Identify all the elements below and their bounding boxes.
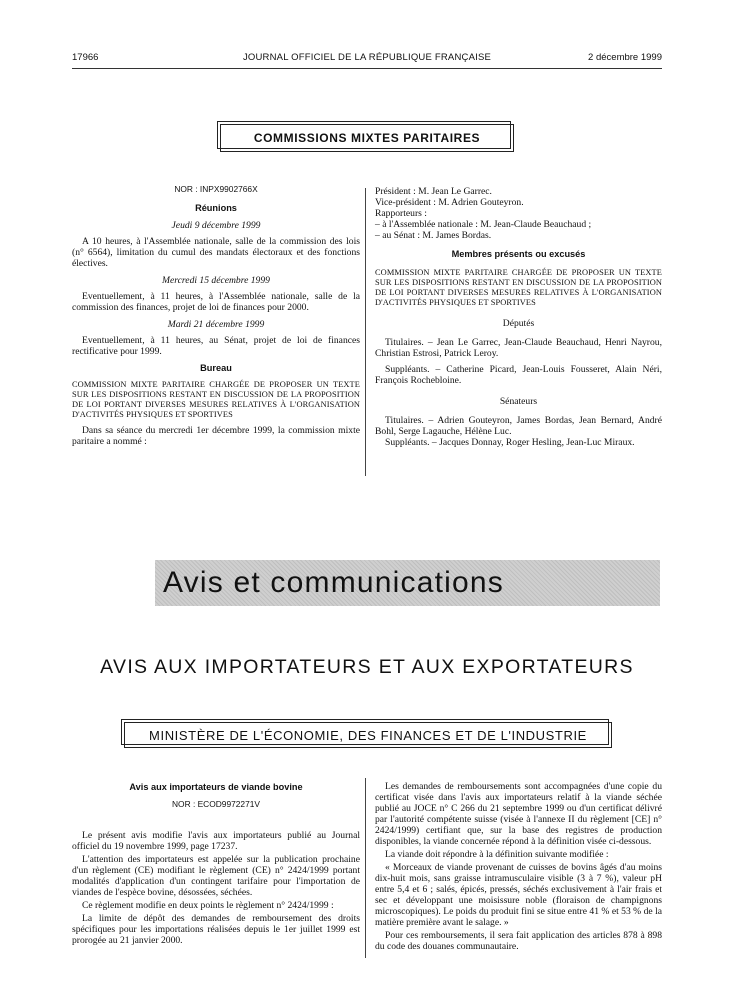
seance-text: Dans sa séance du mercredi 1er décembre 1999, la commission mixte paritaire a nommé : — [72, 425, 360, 447]
meeting-text-3: Eventuellement, à 11 heures, au Sénat, projet de loi de finances rectificative pour 1999. — [72, 335, 360, 357]
reunions-heading: Réunions — [195, 203, 237, 213]
president-line: Président : M. Jean Le Garrec. — [375, 186, 492, 197]
br-paragraph-4: Pour ces remboursements, il sera fait application des articles 878 à 898 du code des douanes communautaire. — [375, 930, 662, 952]
right-column — [375, 186, 662, 448]
bl-paragraph-2: L'attention des importateurs est appelée sur la publication prochaine d'un règlement (CE) modifiant le règlement (CE) n° 2424/1999 portant modalités d'application d'un contingent tarifaire pour l'importation de viandes de l'espèce bovine, désossées, séchées. — [72, 854, 360, 898]
meeting-date-3: Mardi 21 décembre 1999 — [167, 319, 265, 330]
nor-reference-2: NOR : ECOD9972271V — [172, 799, 260, 809]
header-rule — [72, 68, 662, 69]
bl-paragraph-1: Le présent avis modifie l'avis aux importateurs publié au Journal officiel du 19 novembre 1999, page 17237. — [72, 830, 360, 852]
column-divider-2 — [365, 778, 366, 958]
deputes-suppleants: Suppléants. – Catherine Picard, Jean-Louis Fousseret, Alain Néri, François Rochebloine. — [375, 364, 662, 386]
bottom-right-column — [375, 781, 662, 954]
commission-title-caps-right: COMMISSION MIXTE PARITAIRE CHARGÉE DE PROPOSER UN TEXTE SUR LES DISPOSITIONS RESTANT EN DISCUSSION DE LA PROPOSITION DE LOI PORTANT DIVERSES MESURES RELATIVES À L'ORGANISATION D'ACTIVITÉS PHYSIQUES ET SPORTIVES — [375, 268, 662, 307]
br-paragraph-3: « Morceaux de viande provenant de cuisses de bovins âgés d'au moins dix-huit mois, sans graisse intramusculaire visible (3 à 7 %), valeur pH entre 5,4 et 6 ; salés, épicés, pressés, séchés exclusivement à l'air frais et sec et développant une moisissure noble (floraison de champignons microscopiques). Le poids du produit fini se situe entre 41 % et 53 % de la matière première avant le salage. » — [375, 862, 662, 928]
senateurs-heading: Sénateurs — [499, 396, 538, 407]
issue-date: 2 décembre 1999 — [588, 52, 662, 63]
meeting-date-2: Mercredi 15 décembre 1999 — [162, 275, 270, 286]
page-number: 17966 — [72, 52, 99, 63]
commission-title-caps: COMMISSION MIXTE PARITAIRE CHARGÉE DE PROPOSER UN TEXTE SUR LES DISPOSITIONS RESTANT EN DISCUSSION DE LA PROPOSITION DE LOI PORTANT DIVERSES MESURES RELATIVES À L'ORGANISATION D'ACTIVITÉS PHYSIQUES ET SPORTIVES — [72, 380, 360, 419]
left-column — [72, 184, 360, 452]
ministry-heading: MINISTÈRE DE L'ÉCONOMIE, DES FINANCES ET DE L'INDUSTRIE — [149, 727, 587, 743]
rapporteur-senat: – au Sénat : M. James Bordas. — [375, 230, 492, 241]
rapporteurs-label: Rapporteurs : — [375, 208, 427, 219]
br-paragraph-1: Les demandes de remboursements sont accompagnées d'une copie du certificat visée dans l'avis aux importateurs relatif à la viande séchée publié au JOCE n° C 266 du 21 septembre 1999 ou d'un certificat délivré par l'autorité compétente suisse (visée à l'annexe II du règlement [CE] n° 2424/1999) certifiant que, sur la base des registres de production disponibles, la viande concernée répond à la définition visée ci-dessous. — [375, 781, 662, 847]
bureau-heading: Bureau — [200, 363, 232, 373]
meeting-date-1: Jeudi 9 décembre 1999 — [171, 220, 261, 231]
deputes-heading: Députés — [502, 318, 535, 329]
importers-heading: AVIS AUX IMPORTATEURS ET AUX EXPORTATEURS — [100, 656, 634, 678]
avis-communications-title: Avis et communications — [163, 566, 504, 599]
avis-viande-title: Avis aux importateurs de viande bovine — [129, 782, 303, 792]
bottom-left-column — [72, 782, 360, 948]
br-paragraph-2: La viande doit répondre à la définition suivante modifiée : — [385, 849, 609, 860]
bl-paragraph-4: La limite de dépôt des demandes de remboursement des droits spécifiques pour les importations réalisées depuis le 1er juillet 1999 est prorogée au 21 janvier 2000. — [72, 913, 360, 946]
meeting-text-1: A 10 heures, à l'Assemblée nationale, salle de la commission des lois (n° 6564), limitation du cumul des mandats électoraux et des fonctions électives. — [72, 236, 360, 269]
deputes-titulaires: Titulaires. – Jean Le Garrec, Jean-Claude Beauchaud, Henri Nayrou, Christian Estrosi, Patrick Leroy. — [375, 337, 662, 359]
bl-paragraph-3: Ce règlement modifie en deux points le règlement n° 2424/1999 : — [82, 900, 334, 911]
vice-president-line: Vice-président : M. Adrien Gouteyron. — [375, 197, 524, 208]
meeting-text-2: Eventuellement, à 11 heures, à l'Assemblée nationale, salle de la commission des finances, projet de loi de finances pour 2000. — [72, 291, 360, 313]
rapporteur-an: – à l'Assemblée nationale : M. Jean-Claude Beauchaud ; — [375, 219, 592, 230]
page-header — [72, 52, 662, 68]
commissions-heading: COMMISSIONS MIXTES PARITAIRES — [253, 131, 481, 145]
commissions-heading-box — [220, 124, 514, 152]
membres-heading: Membres présents ou excusés — [451, 249, 586, 259]
column-divider — [365, 188, 366, 476]
journal-title: JOURNAL OFFICIEL DE LA RÉPUBLIQUE FRANÇAISE — [242, 52, 492, 63]
senateurs-suppleants: Suppléants. – Jacques Donnay, Roger Hesling, Jean-Luc Miraux. — [385, 437, 635, 448]
nor-reference: NOR : INPX9902766X — [174, 184, 258, 194]
senateurs-titulaires: Titulaires. – Adrien Gouteyron, James Bordas, Jean Bernard, André Bohl, Serge Lagauche, Hélène Luc. — [375, 415, 662, 437]
avis-communications-band — [155, 560, 660, 606]
ministry-heading-box — [124, 722, 612, 748]
